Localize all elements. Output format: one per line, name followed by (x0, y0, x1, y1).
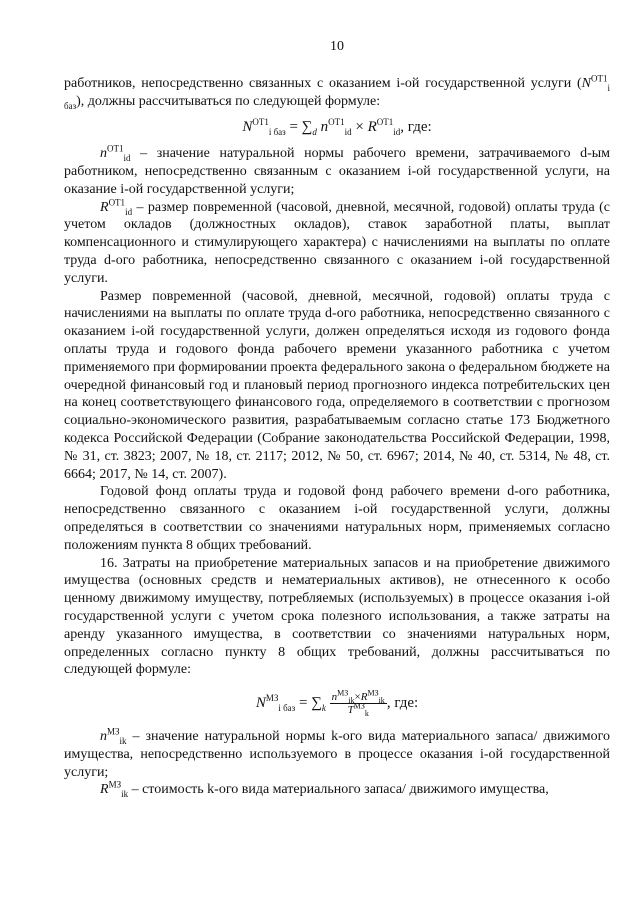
definition-n-ot1: $n^{ОТ1}_{id}$ – значение натуральной нормы рабочего времени, затрачиваемого d-ым работником, непосредственно связанным с оказанием i-ой государственной услуги, на оказание i-ой государственной услуги; (64, 143, 610, 197)
formula-ot1: $N^{ОТ1}_{i баз} = \sum_d$ $n^{ОТ1}_{id} \times R^{ОТ1}_{id}$, где: (242, 117, 432, 138)
formula-ot1-where: , где: (400, 119, 432, 136)
definition-n-ot1-text: – значение натуральной нормы рабочего времени, затрачиваемого d-ым работником, непосредственно связанным с оказанием i-ой государственной услуги, на оказание i-ой государственной услуги; (64, 146, 610, 197)
intro-text-end: ), должны рассчитываться по следующей формуле: (76, 93, 381, 109)
paragraph-annual-fund: Годовой фонд оплаты труда и годовой фонд рабочего времени d-ого работника, непосредственно связанного с оказанием i-ой государственной услуги, должны определяться в соответствии со значениями натуральных норм, применяемых согласно положениям пункта 8 общих требований. (64, 484, 610, 553)
paragraph-16: 16. Затраты на приобретение материальных запасов и на приобретение движимого имущества (основных средств и нематериальных активов), не отнесенного к особо ценному движимому имуществу, потребляемых (используемых) в процессе оказания i-ой государственной услуги с учетом срока полезного использования, а также затраты на аренду указанного имущества, в соответствии со значениями натуральных норм, определенных согласно пункту 8 общих требований, должны рассчитываться по следующей формуле: (64, 555, 610, 678)
formula-mz-where: , где: (386, 695, 419, 712)
formula-mz: $N^{МЗ}_{i баз} = \sum_k$ $\frac{n^{МЗ}_{ik}\times R^{МЗ}_{ik}}{T^{МЗ}_k}$ , где: (255, 688, 419, 719)
definition-r-ot1-text: – размер повременной (часовой, дневной, месячной, годовой) оплаты труда (с учетом окладов (должностных окладов), ставок заработной платы, выплат компенсационного и стимулирующего характера) с начислениями на выплаты по оплате труда d-ого работника, непосредственно связанного с оказанием i-ой государственной услуги. (64, 199, 610, 286)
definition-n-mz: $n^{МЗ}_{ik}$ – значение натуральной нормы k-ого вида материального запаса/ движимого имущества, непосредственно используемого в процессе оказания i-ой государственной услуги; (64, 726, 610, 780)
paragraph-intro: работников, непосредственно связанных с оказанием i-ой государственной услуги $(N^{ОТ1}_{i баз})$, должны рассчитываться по следующей формуле: (64, 73, 610, 111)
definition-r-mz-text: – стоимость k-ого вида материального запаса/ движимого имущества, (128, 782, 549, 798)
definition-r-mz: $R^{МЗ}_{ik}$ – стоимость k-ого вида материального запаса/ движимого имущества, (100, 779, 549, 800)
definition-n-mz-text: – значение натуральной нормы k-ого вида материального запаса/ движимого имущества, непосредственно используемого в процессе оказания i-ой государственной услуги; (64, 729, 610, 780)
paragraph-wage-size: Размер повременной (часовой, дневной, месячной, годовой) оплаты труда с начислениями на выплаты по оплате труда d-ого работника, непосредственно связанного с оказанием i-ой государственной услуги, должен определяться исходя из годового фонда оплаты труда и годового фонда рабочего времени указанного работника с учетом применяемого при формировании проекта федерального закона о федеральном бюджете на очередной финансовый год и плановый период прогнозного индекса потребительских цен на конец соответствующего финансового года, определяемого в соответствии с прогнозом социально-экономического развития, разрабатываемым согласно статье 173 Бюджетного кодекса Российской Федерации (Собрание законодательства Российской Федерации, 1998, № 31, ст. 3823; 2007, № 18, ст. 2117; 2012, № 50, ст. 6967; 2014, № 40, ст. 5314, № 48, ст. 6664; 2017, № 14, ст. 2007). (64, 288, 610, 482)
definition-r-ot1: $R^{ОТ1}_{id}$ – размер повременной (часовой, дневной, месячной, годовой) оплаты труда (с учетом окладов (должностных окладов), ставок заработной платы, выплат компенсационного и стимулирующего характера) с начислениями на выплаты по оплате труда d-ого работника, непосредственно связанного с оказанием i-ой государственной услуги. (64, 196, 610, 286)
intro-text: работников, непосредственно связанных с оказанием i-ой государственной услуги (64, 75, 572, 91)
symbol-n-ot1-base: $N^{ОТ1}_{i баз}$ (64, 73, 610, 111)
page-number: 10 (330, 39, 344, 54)
